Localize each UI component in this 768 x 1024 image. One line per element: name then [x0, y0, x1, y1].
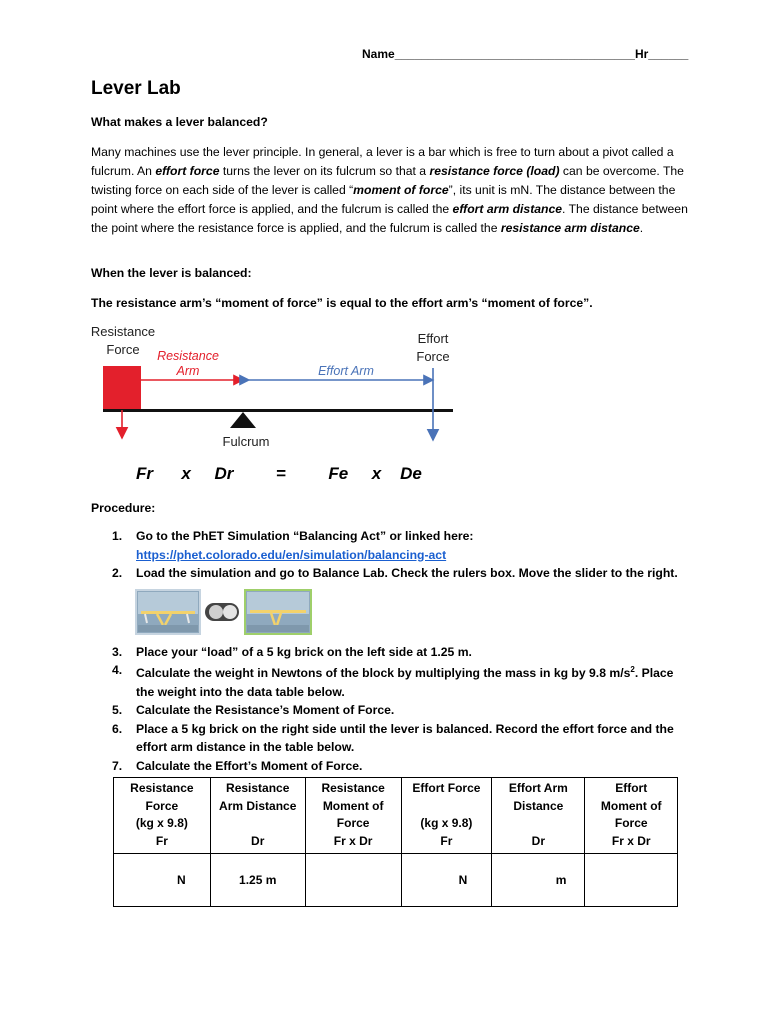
- formula-dr: Dr: [214, 464, 234, 483]
- hr-label: Hr: [634, 47, 649, 61]
- name-blank[interactable]: ____________________________________: [394, 47, 635, 61]
- step-item: [91, 564, 691, 635]
- cell-resistance-arm[interactable]: 1.25 m: [210, 854, 305, 907]
- balanced-rule: The resistance arm’s “moment of force” is equal to the effort arm’s “moment of force”.: [91, 296, 593, 310]
- name-label: Name: [362, 47, 395, 61]
- step-number: 6.: [112, 721, 123, 736]
- step-text: Place your “load” of a 5 kg brick on the left side at 1.25 m.: [136, 644, 472, 659]
- intro-text: Many machines use the lever principle. In general, a lever is a bar which is free to turn about a pivot called a fulcrum. An: [91, 145, 674, 178]
- col-header: Effort Arm Distance Dr: [492, 778, 585, 854]
- step-text: Place a 5 kg brick on the right side until the lever is balanced. Record the effort force and the effort arm distance in the table below.: [136, 721, 674, 755]
- moment-formula: [136, 464, 422, 484]
- col-header: Resistance Moment of Force Fr x Dr: [305, 778, 401, 854]
- step-number: 7.: [112, 758, 123, 773]
- label-fulcrum: Fulcrum: [222, 434, 270, 449]
- lever-diagram: [85, 318, 465, 458]
- step-number: 5.: [112, 703, 123, 718]
- step-text: Load the simulation and go to Balance Lab. Check the rulers box. Move the slider to the right.: [136, 566, 678, 580]
- intro-text: . The distance between the point where the resistance force is applied, and the fulcrum is called the: [91, 202, 688, 235]
- formula-x: x: [371, 464, 382, 483]
- step-number: 1.: [112, 529, 123, 543]
- balanced-heading: When the lever is balanced:: [91, 266, 252, 280]
- table-header-row: [114, 778, 678, 854]
- lever-bar: [103, 409, 453, 412]
- question-heading: What makes a lever balanced?: [91, 115, 268, 129]
- formula-de: De: [400, 464, 422, 483]
- formula-equals: =: [275, 464, 286, 483]
- step-number: 4.: [112, 663, 123, 677]
- cell-effort-force[interactable]: N: [401, 854, 492, 907]
- label-resistance-arm: Arm: [176, 364, 200, 378]
- label-effort-force: Effort: [417, 331, 449, 346]
- step-text: Go to the PhET Simulation “Balancing Act” or linked here:: [136, 529, 474, 543]
- label-resistance-force: Force: [106, 342, 140, 357]
- simulation-slider-image: [135, 589, 312, 635]
- procedure-heading: Procedure:: [91, 501, 156, 515]
- cell-resistance-moment[interactable]: [305, 854, 401, 907]
- term-effort-arm: effort arm distance: [452, 202, 563, 216]
- step-number: 3.: [112, 644, 123, 659]
- step-text: . Place the weight into the data table below.: [136, 666, 674, 699]
- term-moment-of-force: moment of force: [353, 183, 449, 197]
- step-item: [91, 757, 691, 776]
- procedure-steps: [91, 527, 691, 775]
- phet-link[interactable]: https://phet.colorado.edu/en/simulation/balancing-act: [136, 547, 447, 562]
- label-effort-arm: Effort Arm: [318, 364, 374, 378]
- col-header: Resistance Arm Distance Dr: [210, 778, 305, 854]
- cell-effort-arm[interactable]: m: [492, 854, 585, 907]
- step-number: 2.: [112, 566, 123, 580]
- col-header: Effort Force (kg x 9.8) Fr: [401, 778, 492, 854]
- step-item: [91, 720, 691, 757]
- col-header: Effort Moment of Force Fr x Dr: [585, 778, 678, 854]
- term-resistance-force: resistance force (load): [429, 164, 560, 178]
- intro-text: can be overcome. The twisting force on each side of the lever is called “: [91, 164, 684, 197]
- intro-paragraph: [91, 143, 691, 238]
- term-effort-force: effort force: [155, 164, 220, 178]
- formula-fe: Fe: [328, 464, 349, 483]
- hr-blank[interactable]: ______: [648, 47, 689, 61]
- step-item: [91, 701, 691, 720]
- label-resistance-arm: Resistance: [157, 349, 219, 363]
- intro-text: turns the lever on its fulcrum so that a: [219, 164, 430, 178]
- step-item: [91, 643, 691, 662]
- formula-fr: Fr: [136, 464, 153, 483]
- label-resistance-force: Resistance: [90, 324, 156, 339]
- formula-x: x: [181, 464, 191, 483]
- col-header: Resistance Force (kg x 9.8) Fr: [114, 778, 211, 854]
- table-row: [114, 854, 678, 907]
- cell-effort-moment[interactable]: [585, 854, 678, 907]
- term-resistance-arm: resistance arm distance: [500, 221, 640, 235]
- fulcrum-triangle: [230, 412, 256, 428]
- step-item: [91, 527, 691, 564]
- intro-text: ”, its unit is mN. The distance between the point where the effort force is applied, and the fulcrum is called the: [91, 183, 676, 216]
- load-block: [103, 366, 141, 410]
- data-table: [113, 777, 678, 907]
- step-text: Calculate the weight in Newtons of the block by multiplying the mass in kg by 9.8 m/s: [136, 666, 631, 681]
- page-title: Lever Lab: [91, 78, 181, 99]
- step-text: Calculate the Effort’s Moment of Force.: [136, 758, 363, 773]
- superscript: 2: [630, 665, 635, 674]
- cell-resistance-force[interactable]: N: [114, 854, 211, 907]
- intro-text: .: [639, 221, 644, 235]
- label-effort-force: Force: [416, 349, 450, 364]
- step-text: Calculate the Resistance’s Moment of Force.: [136, 703, 395, 718]
- step-item: [91, 661, 691, 701]
- name-hr-line: [362, 47, 688, 61]
